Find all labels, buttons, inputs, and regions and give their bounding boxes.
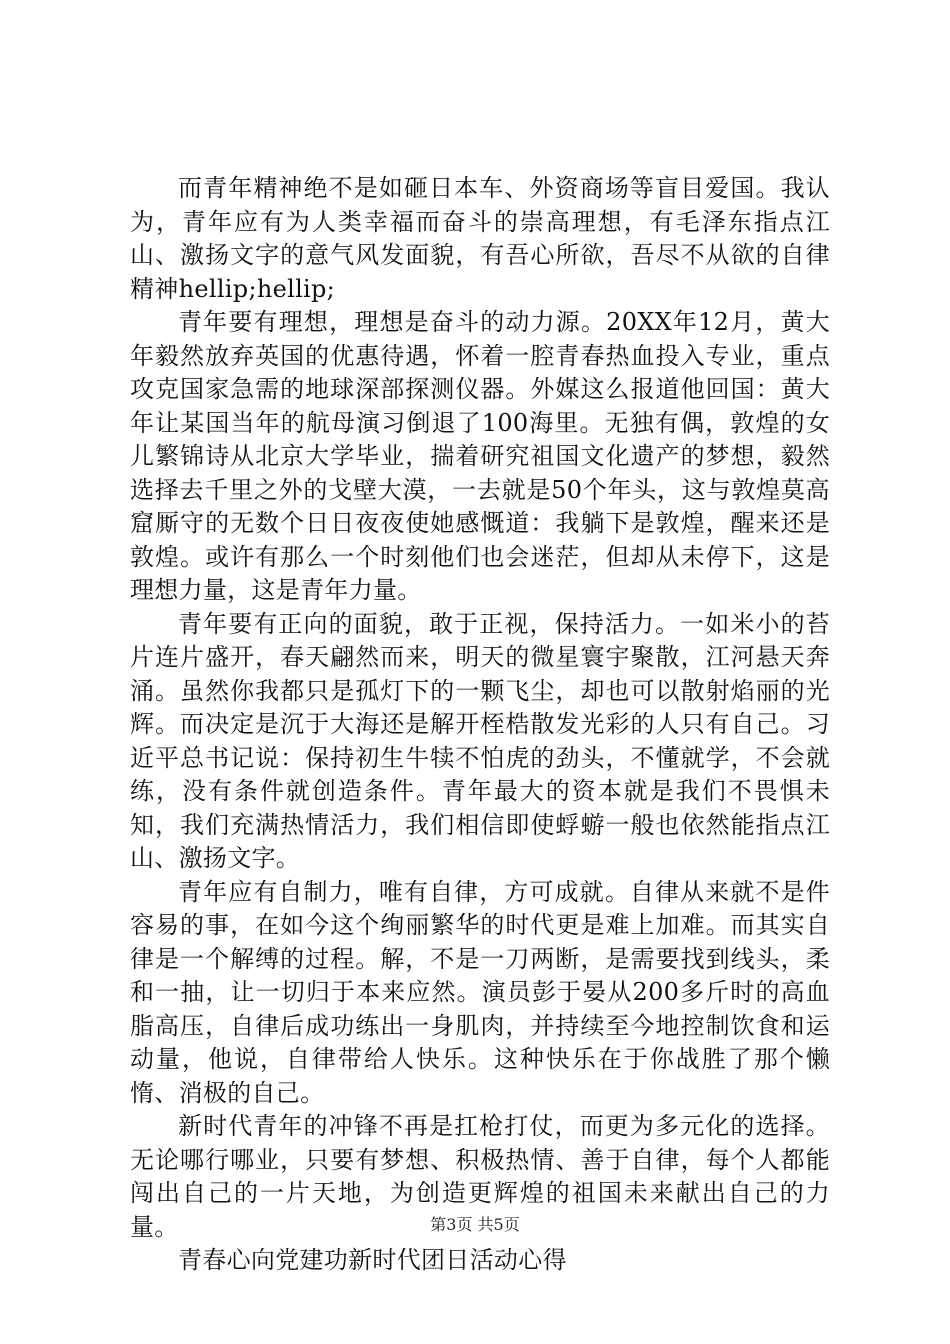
paragraph-5: 新时代青年的冲锋不再是扛枪打仗，而更为多元化的选择。无论哪行哪业，只要有梦想、积极热情、善于自律，每个人都能闯出自己的一片天地，为创造更辉煌的祖国未来献出自己的力量。 bbox=[130, 1112, 830, 1241]
paragraph-1: 而青年精神绝不是如砸日本车、外资商场等盲目爱国。我认为，青年应有为人类幸福而奋斗的崇高理想，有毛泽东指点江山、激扬文字的意气风发面貌，有吾心所欲，吾尽不从欲的自律精神hellip;hellip; bbox=[130, 174, 830, 303]
paragraph-2: 青年要有理想，理想是奋斗的动力源。20XX年12月，黄大年毅然放弃英国的优惠待遇，怀着一腔青春热血投入专业，重点攻克国家急需的地球深部探测仪器。外媒这么报道他回国：黄大年让某国当年的航母演习倒退了100海里。无独有偶，敦煌的女儿繁锦诗从北京大学毕业，揣着研究祖国文化遗产的梦想，毅然选择去千里之外的戈壁大漠，一去就是50个年头，这与敦煌莫高窟厮守的无数个日日夜夜使她感慨道：我躺下是敦煌，醒来还是敦煌。或许有那么一个时刻他们也会迷茫，但却从未停下，这是理想力量，这是青年力量。 bbox=[130, 308, 830, 604]
page-number-footer: 第3页 共5页 bbox=[430, 1215, 520, 1234]
paragraph-4: 青年应有自制力，唯有自律，方可成就。自律从来就不是件容易的事，在如今这个绚丽繁华的时代更是难上加难。而其实自律是一个解缚的过程。解，不是一刀两断，是需要找到线头，柔和一抽，让一切归于本来应然。演员彭于晏从200多斤时的高血脂高压，自律后成功练出一身肌肉，并持续至今地控制饮食和运动量，他说，自律带给人快乐。这种快乐在于你战胜了那个懒惰、消极的自己。 bbox=[130, 877, 830, 1107]
paragraph-3: 青年要有正向的面貌，敢于正视，保持活力。一如米小的苔片连片盛开，春天翩然而来，明天的微星寰宇聚散，江河悬天奔涌。虽然你我都只是孤灯下的一颗飞尘，却也可以散射焰丽的光辉。而决定是沉于大海还是解开桎梏散发光彩的人只有自己。习近平总书记说：保持初生牛犊不怕虎的劲头，不懂就学，不会就练，没有条件就创造条件。青年最大的资本就是我们不畏惧未知，我们充满热情活力，我们相信即使蜉蝣一般也依然能指点江山、激扬文字。 bbox=[130, 609, 830, 872]
next-article-title: 青春心向党建功新时代团日活动心得 bbox=[178, 1246, 567, 1274]
document-body bbox=[130, 172, 830, 1278]
